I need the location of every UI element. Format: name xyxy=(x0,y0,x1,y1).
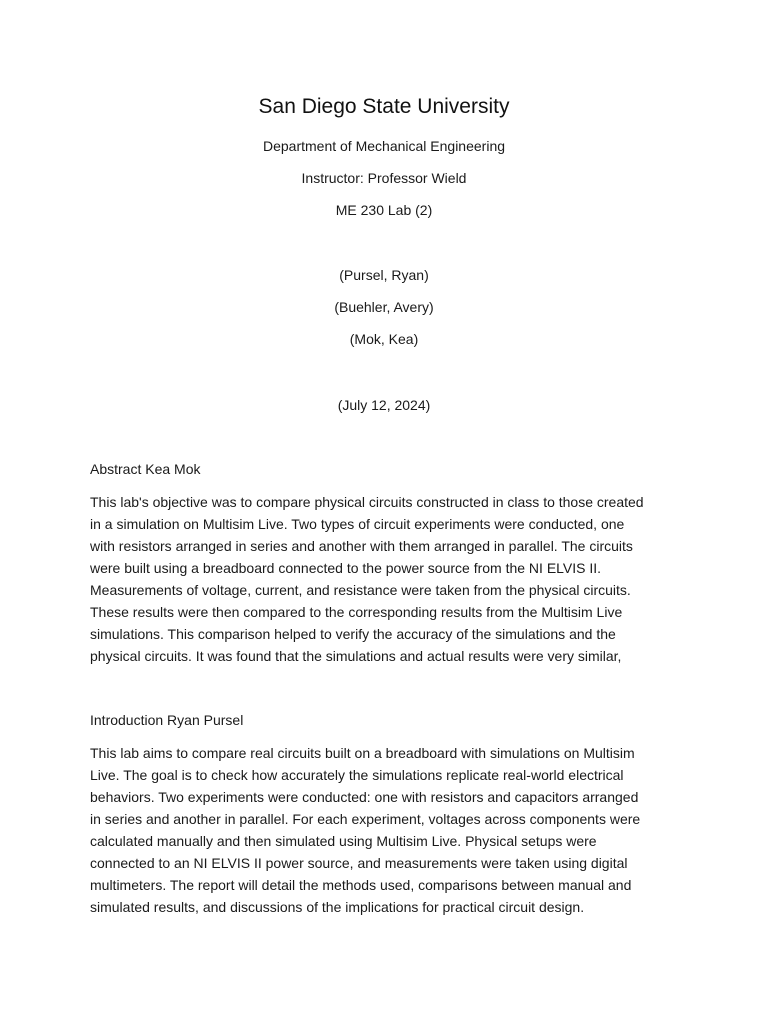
paragraph-line: calculated manually and then simulated using Multisim Live. Physical setups were xyxy=(90,833,597,849)
paragraph-line: simulations. This comparison helped to verify the accuracy of the simulations and the xyxy=(90,626,616,642)
paragraph-line: This lab's objective was to compare physical circuits constructed in class to those created xyxy=(90,494,644,510)
paragraph-line: multimeters. The report will detail the methods used, comparisons between manual and xyxy=(90,877,632,893)
author-line: (Pursel, Ryan) xyxy=(339,267,429,283)
paragraph-line: This lab aims to compare real circuits built on a breadboard with simulations on Multisim xyxy=(90,745,635,761)
abstract-heading: Abstract Kea Mok xyxy=(90,461,201,477)
university-title: San Diego State University xyxy=(258,95,510,118)
introduction-heading: Introduction Ryan Pursel xyxy=(90,712,244,728)
paragraph-line: in a simulation on Multisim Live. Two types of circuit experiments were conducted, one xyxy=(90,516,625,532)
instructor-line: Instructor: Professor Wield xyxy=(301,170,467,186)
date-line: (July 12, 2024) xyxy=(337,397,431,413)
department-line: Department of Mechanical Engineering xyxy=(262,138,506,154)
paragraph-line: simulated results, and discussions of the implications for practical circuit design. xyxy=(90,899,585,915)
paragraph-line: with resistors arranged in series and another with them arranged in parallel. The circuits xyxy=(90,538,633,554)
author-line: (Buehler, Avery) xyxy=(334,299,434,315)
paragraph-line: were built using a breadboard connected to the power source from the NI ELVIS II. xyxy=(90,560,602,576)
paragraph-line: These results were then compared to the corresponding results from the Multisim Live xyxy=(90,604,623,620)
paragraph-line: physical circuits. It was found that the simulations and actual results were very similar, xyxy=(90,648,622,664)
paragraph-line: Live. The goal is to check how accurately the simulations replicate real-world electrical xyxy=(90,767,624,783)
author-line: (Mok, Kea) xyxy=(349,331,419,347)
paragraph-line: in series and another in parallel. For each experiment, voltages across components were xyxy=(90,811,641,827)
paragraph-line: behaviors. Two experiments were conducted: one with resistors and capacitors arranged xyxy=(90,789,639,805)
paragraph-line: Measurements of voltage, current, and resistance were taken from the physical circuits. xyxy=(90,582,631,598)
paragraph-line: connected to an NI ELVIS II power source, and measurements were taken using digital xyxy=(90,855,628,871)
course-line: ME 230 Lab (2) xyxy=(335,202,433,218)
